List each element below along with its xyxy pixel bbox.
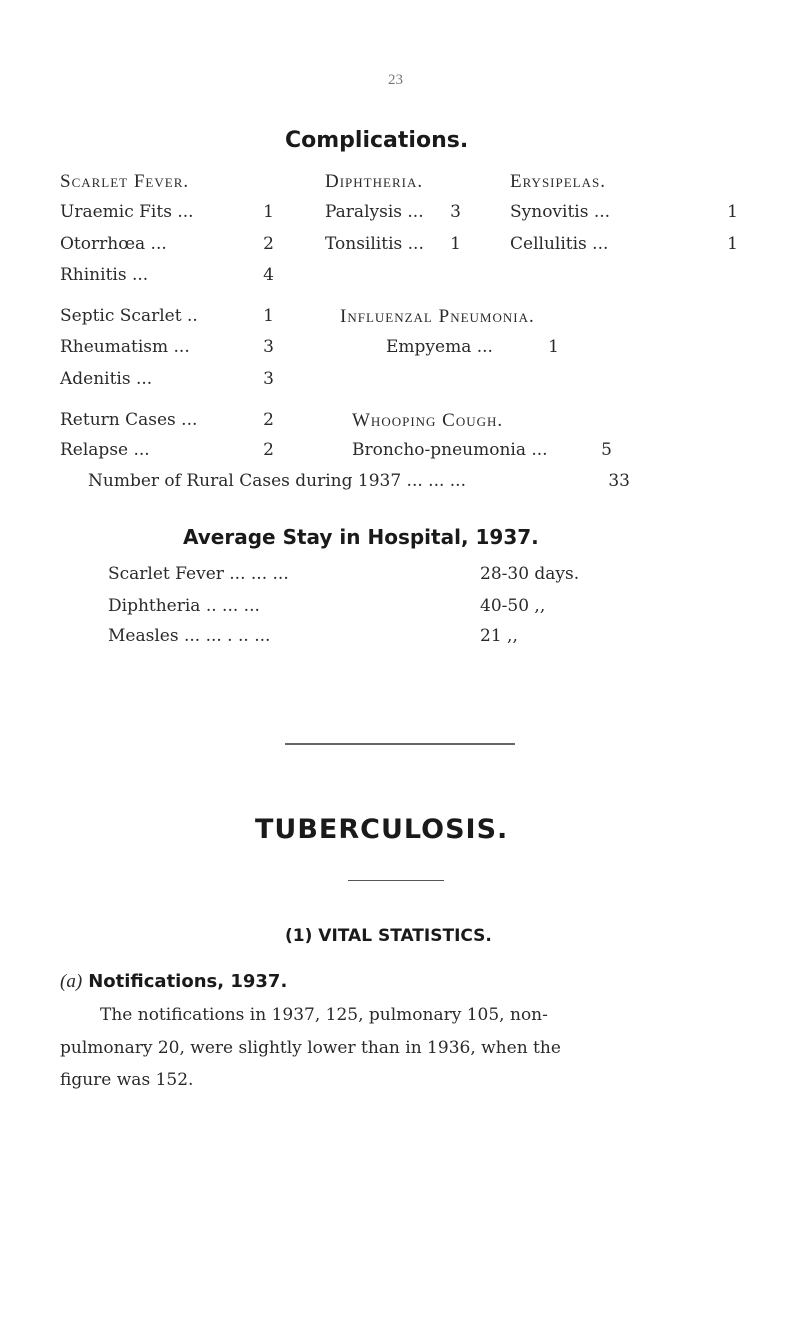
list-item-value: 1 bbox=[727, 202, 738, 222]
table-row-label: Diphtheria .. ... ... bbox=[108, 596, 260, 616]
list-item: Return Cases ... bbox=[60, 410, 198, 430]
list-item: Septic Scarlet .. bbox=[60, 306, 198, 326]
list-item-value: 3 bbox=[263, 337, 274, 357]
list-item-value: 1 bbox=[263, 306, 274, 326]
list-item-value: 4 bbox=[263, 265, 274, 285]
complications-title: Complications. bbox=[285, 128, 469, 153]
section-divider bbox=[285, 743, 515, 745]
average-stay-title: Average Stay in Hospital, 1937. bbox=[183, 525, 539, 549]
influenzal-pneumonia-heading: Influenzal Pneumonia. bbox=[340, 306, 535, 327]
list-item-value: 2 bbox=[263, 440, 274, 460]
notifications-heading bbox=[60, 970, 287, 993]
list-item: Tonsilitis ... bbox=[325, 234, 424, 254]
list-item-value: 5 bbox=[601, 440, 612, 460]
erysipelas-heading: Erysipelas. bbox=[510, 171, 606, 192]
short-divider bbox=[348, 880, 444, 881]
list-item: Broncho-pneumonia ... bbox=[352, 440, 548, 460]
list-item: Paralysis ... bbox=[325, 202, 424, 222]
table-row-value: 21 ,, bbox=[480, 626, 518, 646]
list-item: Rheumatism ... bbox=[60, 337, 190, 357]
table-row-value: 28-30 days. bbox=[480, 564, 580, 584]
scarlet-fever-heading: Scarlet Fever. bbox=[60, 171, 190, 192]
list-item: Relapse ... bbox=[60, 440, 150, 460]
list-item: Cellulitis ... bbox=[510, 234, 609, 254]
paragraph-line: pulmonary 20, were slightly lower than in 1936, when the bbox=[60, 1038, 561, 1058]
list-item-value: 1 bbox=[548, 337, 559, 357]
list-item-value: 1 bbox=[727, 234, 738, 254]
table-row-label: Scarlet Fever ... ... ... bbox=[108, 564, 289, 584]
diphtheria-heading: Diphtheria. bbox=[325, 171, 424, 192]
list-item: Otorrhœa ... bbox=[60, 234, 167, 254]
list-item-value: 3 bbox=[450, 202, 461, 222]
notifications-sub-label: (a) bbox=[60, 971, 83, 992]
list-item: Adenitis ... bbox=[60, 369, 153, 389]
list-item: Uraemic Fits ... bbox=[60, 202, 194, 222]
table-row-label: Measles ... ... . .. ... bbox=[108, 626, 271, 646]
whooping-cough-heading: Whooping Cough. bbox=[352, 410, 504, 431]
list-item: Empyema ... bbox=[386, 337, 493, 357]
list-item-value: 2 bbox=[263, 410, 274, 430]
vital-statistics-title: (1) VITAL STATISTICS. bbox=[285, 926, 492, 946]
list-item-value: 1 bbox=[450, 234, 461, 254]
list-item-value: 1 bbox=[263, 202, 274, 222]
list-item: Rhinitis ... bbox=[60, 265, 149, 285]
rural-cases-value: 33 bbox=[608, 471, 630, 491]
list-item-value: 3 bbox=[263, 369, 274, 389]
rural-cases-label: Number of Rural Cases during 1937 ... ... ... bbox=[88, 471, 466, 491]
list-item: Synovitis ... bbox=[510, 202, 611, 222]
tuberculosis-title: TUBERCULOSIS. bbox=[255, 814, 509, 845]
table-row-value: 40-50 ,, bbox=[480, 596, 546, 616]
paragraph-line: The notifications in 1937, 125, pulmonary 105, non- bbox=[100, 1005, 548, 1025]
notifications-sub-title: Notifications, 1937. bbox=[88, 971, 288, 992]
page-number: 23 bbox=[388, 72, 403, 88]
paragraph-line: figure was 152. bbox=[60, 1070, 194, 1090]
list-item-value: 2 bbox=[263, 234, 274, 254]
